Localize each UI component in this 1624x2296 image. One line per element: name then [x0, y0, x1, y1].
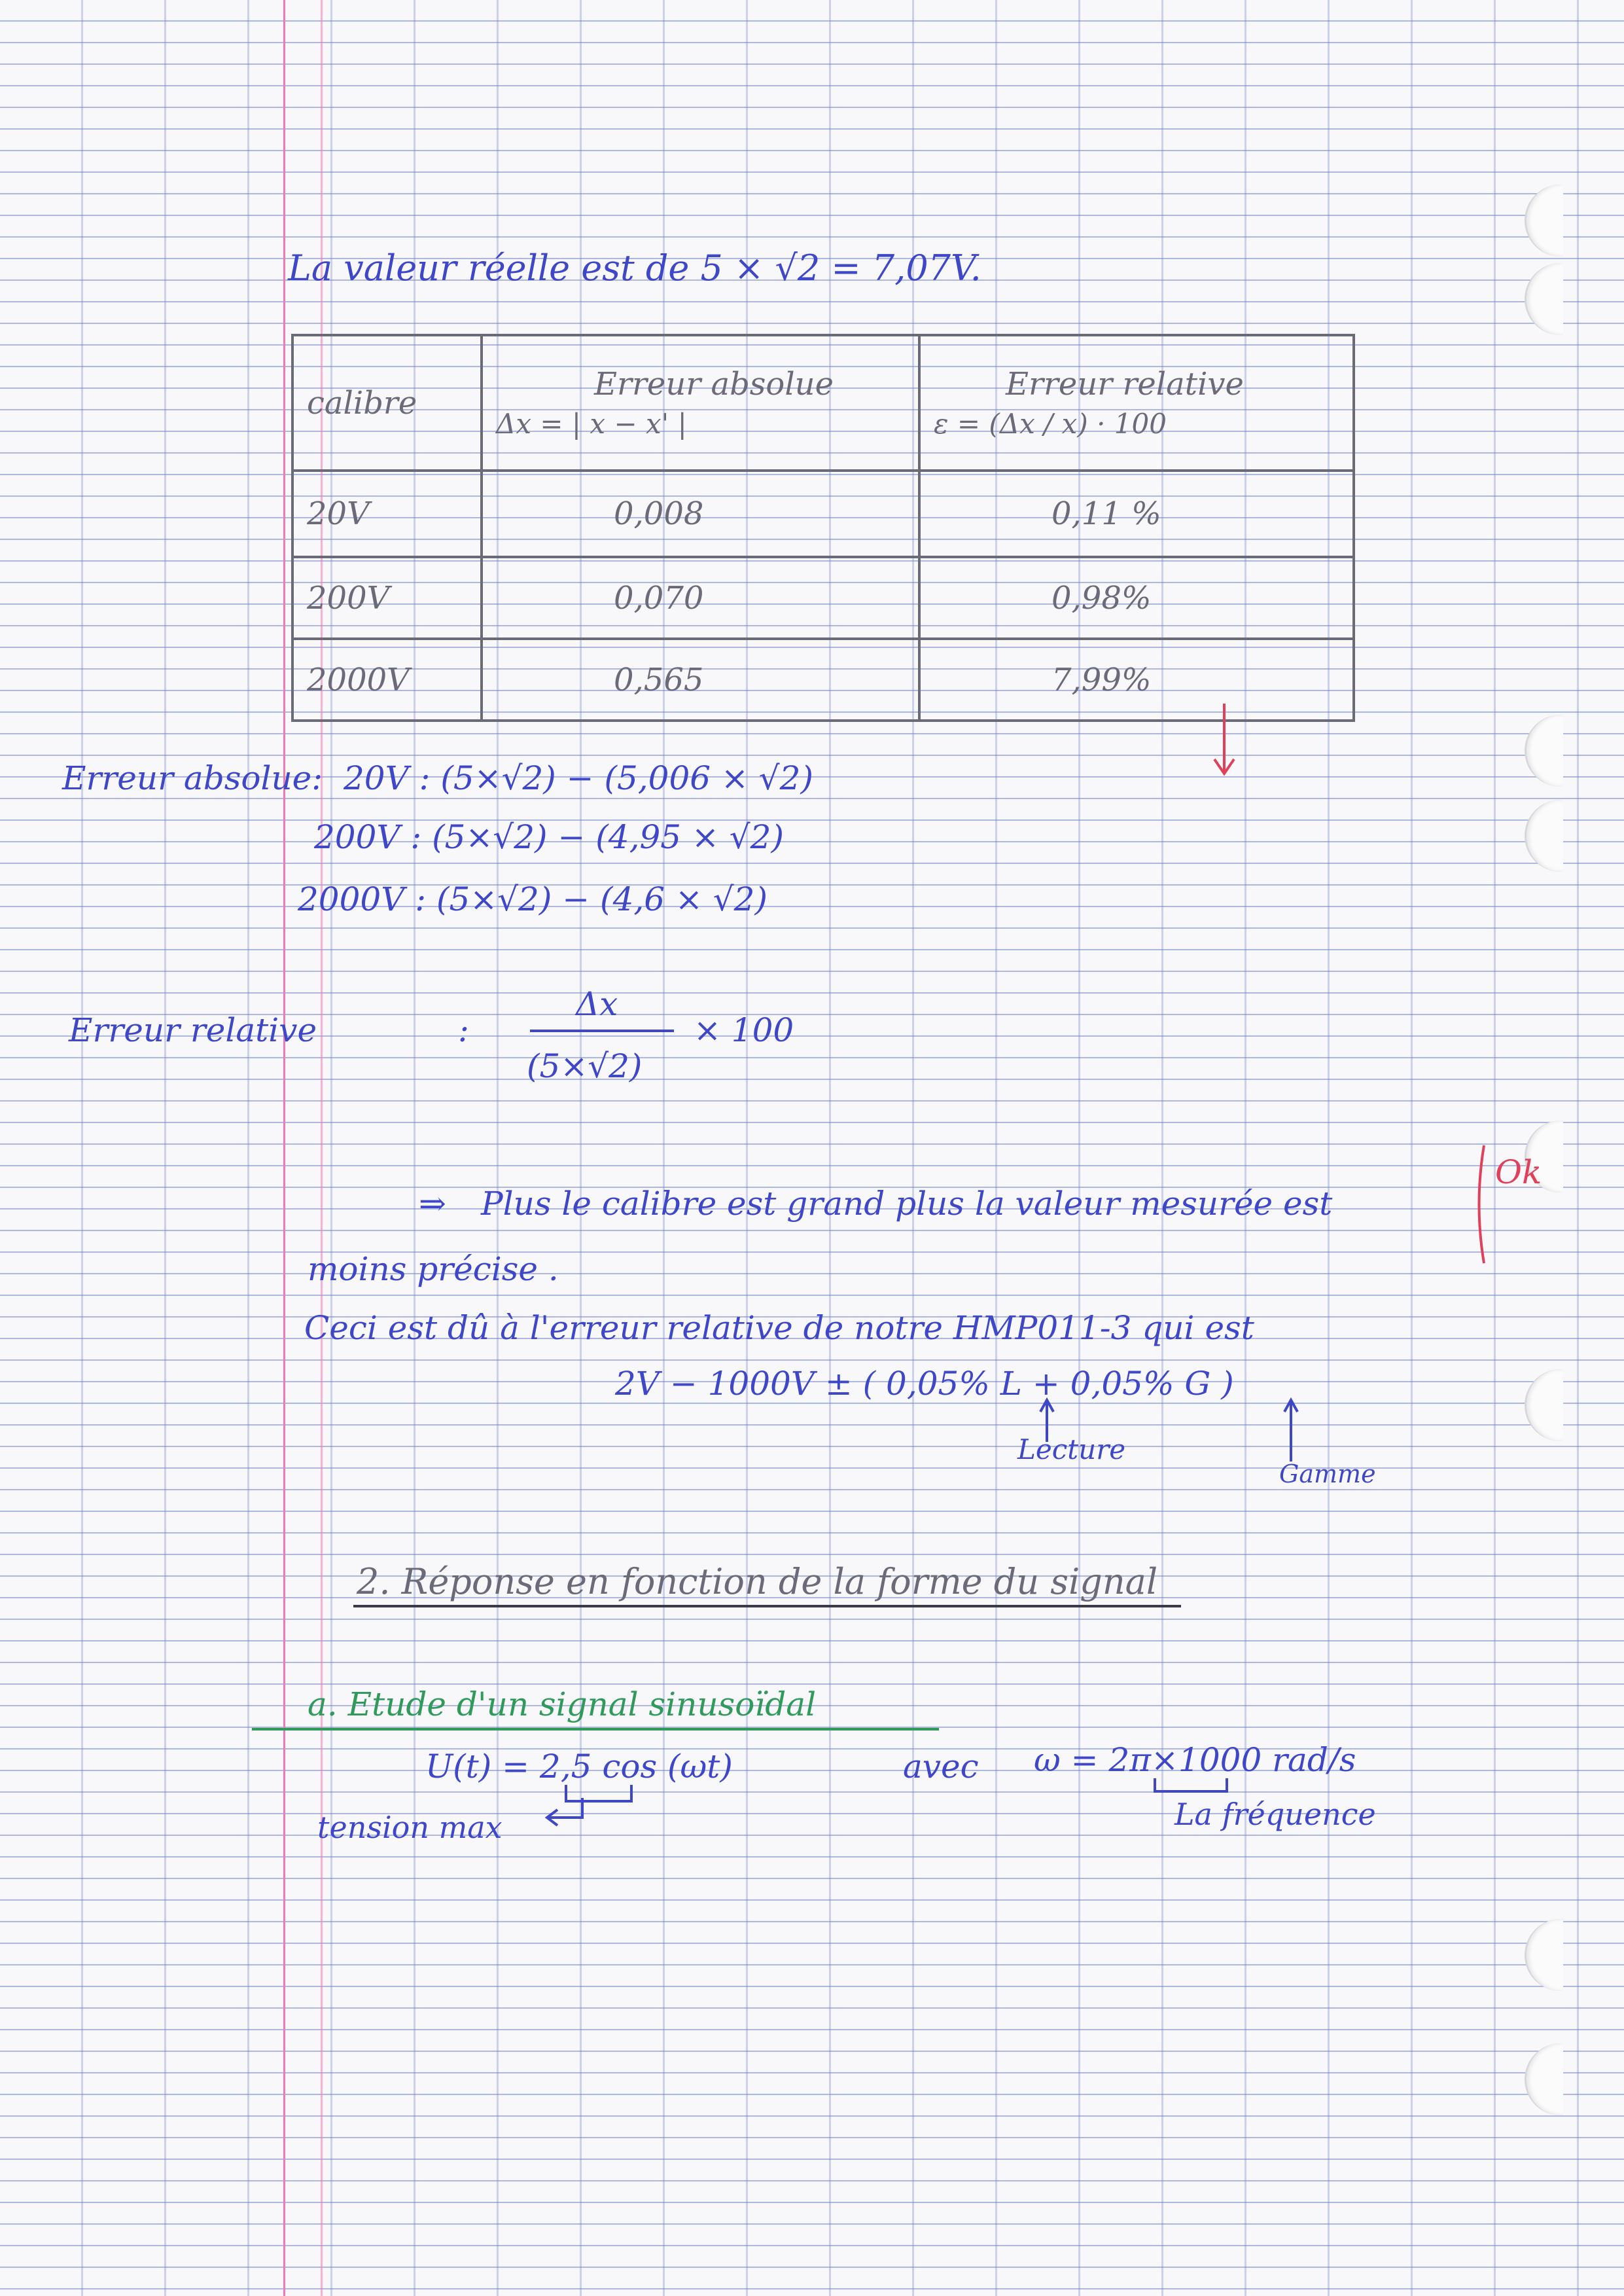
- header-relative-title: Erreur relative: [1006, 366, 1244, 403]
- frequency-note: La fréquence: [1174, 1797, 1376, 1832]
- punch-hole: [1525, 185, 1563, 257]
- punch-hole: [1525, 2043, 1563, 2115]
- fraction-factor: × 100: [694, 1011, 794, 1049]
- conclusion-line-3: Ceci est dû à l'erreur relative de notre HMP011-3 qui est: [304, 1309, 1254, 1347]
- cell-calibre: 2000V: [292, 639, 482, 721]
- red-down-arrow-icon: [1208, 700, 1241, 779]
- cell-relative-error: 0,11 %: [919, 471, 1354, 557]
- up-arrow-icon: [1281, 1397, 1301, 1463]
- conclusion-line-2: moins précise .: [308, 1250, 559, 1288]
- conclusion-arrow: ⇒: [419, 1185, 446, 1223]
- punch-hole: [1525, 1919, 1563, 1991]
- subsection-a-title: a. Etude d'un signal sinusoïdal: [308, 1685, 817, 1723]
- absolute-error-line: 200V : (5×√2) − (4,95 × √2): [314, 818, 784, 856]
- conclusion-line-1: Plus le calibre est grand plus la valeur mesurée est: [481, 1185, 1333, 1223]
- margin-note-ok: Ok: [1495, 1153, 1542, 1191]
- absolute-error-line: 20V : (5×√2) − (5,006 × √2): [344, 759, 813, 797]
- cell-absolute-error: 0,070: [482, 557, 919, 639]
- cell-calibre: 200V: [292, 557, 482, 639]
- gamme-label: Gamme: [1279, 1460, 1376, 1488]
- punch-hole: [1525, 1369, 1563, 1441]
- fraction-bar: [530, 1030, 674, 1032]
- red-margin-bracket: [1471, 1142, 1491, 1266]
- tension-max-note: tension max: [317, 1810, 503, 1845]
- section-2-title: 2. Réponse en fonction de la forme du signal: [357, 1561, 1158, 1602]
- avec-word: avec: [903, 1748, 979, 1785]
- absolute-error-label: Erreur absolue:: [62, 759, 323, 797]
- cell-calibre: 20V: [292, 471, 482, 557]
- tension-pointer-arrow-icon: [543, 1797, 589, 1829]
- header-relative-formula: ε = (Δx / x) · 100: [934, 408, 1167, 440]
- punch-hole: [1525, 263, 1563, 335]
- intro-line: La valeur réelle est de 5 × √2 = 7,07V.: [288, 247, 981, 289]
- header-absolute-formula: Δx = | x − x' |: [496, 408, 687, 440]
- relative-error-colon: :: [458, 1011, 469, 1049]
- omega-definition: ω = 2π×1000 rad/s: [1034, 1741, 1356, 1779]
- lecture-label: Lecture: [1017, 1433, 1126, 1465]
- header-absolute-title: Erreur absolue: [594, 366, 834, 403]
- header-relative-error: [919, 335, 1354, 471]
- header-absolute-error: [482, 335, 919, 471]
- table-row: [292, 639, 1354, 721]
- cell-absolute-error: 0,008: [482, 471, 919, 557]
- left-margin-rule: [283, 0, 285, 2296]
- fraction-numerator: Δx: [576, 985, 618, 1023]
- relative-error-label: Erreur relative: [69, 1011, 317, 1049]
- fraction-denominator: (5×√2): [527, 1047, 643, 1085]
- error-table: [291, 334, 1355, 722]
- absolute-error-line: 2000V : (5×√2) − (4,6 × √2): [298, 880, 768, 918]
- table-row: [292, 471, 1354, 557]
- section-2-underline: [353, 1605, 1181, 1607]
- cell-relative-error: 0,98%: [919, 557, 1354, 639]
- signal-equation: U(t) = 2,5 cos (ωt): [425, 1748, 733, 1785]
- header-calibre: calibre: [292, 335, 482, 471]
- accuracy-formula: 2V − 1000V ± ( 0,05% L + 0,05% G ): [615, 1365, 1234, 1403]
- table-row: [292, 557, 1354, 639]
- subsection-a-underline: [252, 1728, 939, 1731]
- punch-hole: [1525, 800, 1563, 872]
- cell-relative-error: 7,99%: [919, 639, 1354, 721]
- cell-absolute-error: 0,565: [482, 639, 919, 721]
- punch-hole: [1525, 715, 1563, 787]
